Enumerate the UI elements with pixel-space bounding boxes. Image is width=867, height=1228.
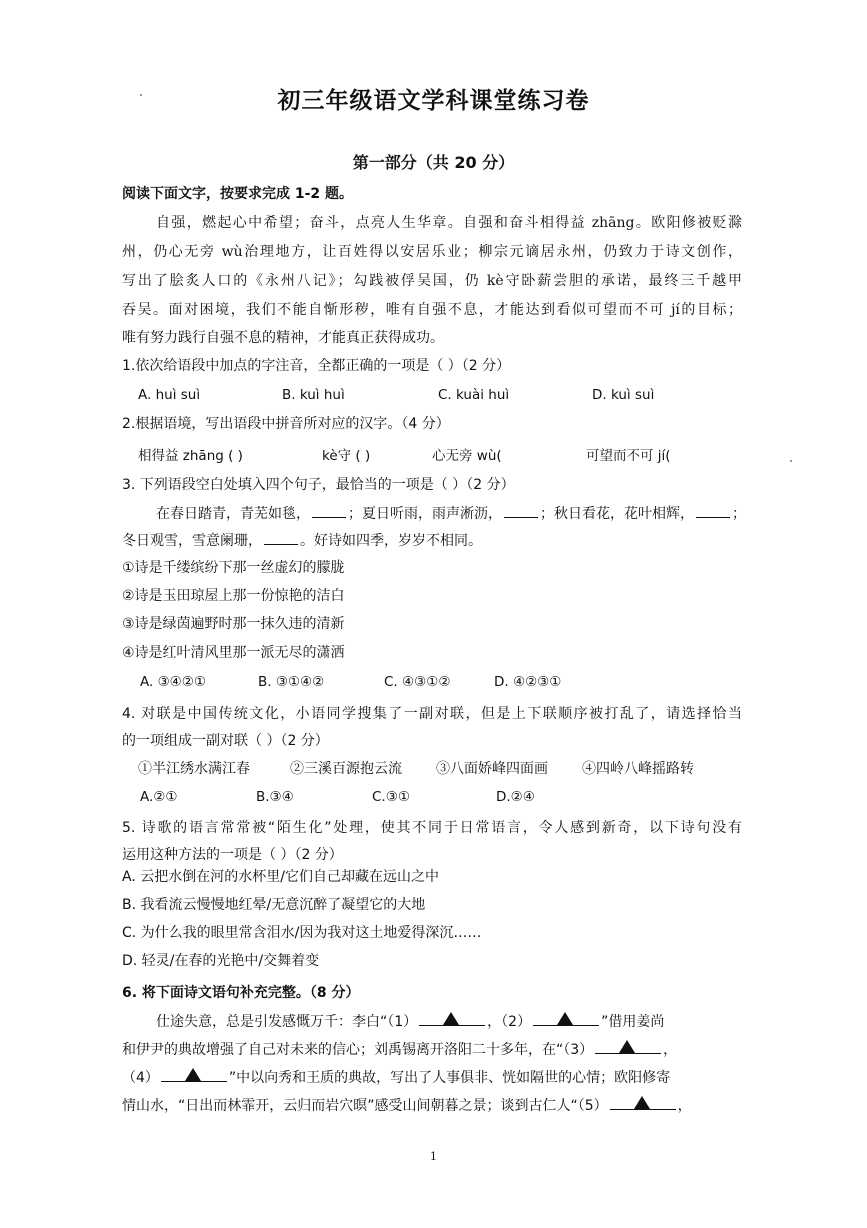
- q3-choice-2: ②诗是玉田琼屋上那一份惊艳的洁白: [122, 588, 345, 604]
- q4-choice-4: ④四岭八峰摇路转: [582, 761, 694, 777]
- triangle-marker-icon: [443, 1012, 459, 1025]
- q6-text: ”借用姜尚: [601, 1014, 665, 1030]
- q5-option-d: D. 轻灵/在春的光艳中/交舞着变: [122, 953, 320, 969]
- q3-text: ；: [732, 506, 746, 522]
- q3-text: 。好诗如四季，岁岁不相同。: [300, 533, 482, 549]
- fill-blank: [504, 503, 538, 518]
- question-3-stem: 3. 下列语段空白处填入四个句子，最恰当的一项是（ ）（2 分）: [122, 477, 515, 493]
- page-number: 1: [430, 1150, 437, 1163]
- passage-line: 吞吴。面对困境，我们不能自惭形秽，唯有自强不息，才能达到看似可望而不可 jí的目标；: [122, 302, 742, 318]
- q6-line-1: [156, 1011, 664, 1032]
- q3-choice-3: ③诗是绿茵遍野时那一抹久违的清新: [122, 616, 345, 632]
- q3-text: 在春日踏青，青芜如毯，: [156, 506, 310, 522]
- q3-text: ；夏日听雨，雨声淅沥，: [348, 506, 502, 522]
- fill-blank-2: [533, 1011, 599, 1026]
- question-2-stem: 2.根据语境，写出语段中拼音所对应的汉字。（4 分）: [122, 416, 450, 432]
- q6-line-2: [122, 1039, 677, 1060]
- q5-option-b: B. 我看流云慢慢地红晕/无意沉醉了凝望它的大地: [122, 897, 426, 913]
- q3-option-a: A. ③④②①: [140, 674, 206, 690]
- q1-option-c: C. kuài huì: [438, 387, 510, 403]
- question-6-stem: 6. 将下面诗文语句补充完整。（8 分）: [122, 985, 360, 1001]
- q1-option-d: D. kuì suì: [592, 387, 655, 403]
- fill-blank: [696, 503, 730, 518]
- q1-option-a: A. huì suì: [138, 387, 201, 403]
- fill-blank-1: [419, 1011, 485, 1026]
- question-5-stem-1: 5. 诗歌的语言常常被“陌生化”处理，使其不同于日常语言，令人感到新奇，以下诗句没有: [122, 820, 742, 836]
- fill-blank: [312, 503, 346, 518]
- fill-blank-3: [595, 1039, 661, 1054]
- triangle-marker-icon: [619, 1040, 635, 1053]
- q2-item-zhang: 相得益 zhāng ( ): [138, 448, 243, 464]
- question-5-stem-2: 运用这种方法的一项是（ ）（2 分）: [122, 847, 343, 863]
- q4-choice-3: ③八面娇峰四面画: [436, 761, 548, 777]
- fill-blank-5: [610, 1095, 676, 1110]
- q6-text: ”中以向秀和王质的典故，写出了人事俱非、恍如隔世的心情；欧阳修寄: [228, 1070, 671, 1086]
- fill-blank: [264, 530, 298, 545]
- q4-option-b: B.③④: [256, 789, 294, 805]
- q3-option-d: D. ④②③①: [494, 674, 562, 690]
- q2-item-wu: 心无旁 wù(: [432, 448, 502, 464]
- page-title: 初三年级语文学科课堂练习卷: [277, 88, 590, 114]
- q2-item-ji: 可望而不可 jí(: [586, 448, 671, 464]
- question-1-stem: 1.依次给语段中加点的字注音，全都正确的一项是（ ）（2 分）: [122, 358, 511, 374]
- q4-choice-1: ①半江绣水满江春: [138, 761, 250, 777]
- q4-option-c: C.③①: [372, 789, 410, 805]
- part-heading: 第一部分（共 20 分）: [352, 153, 515, 172]
- passage-line: 唯有努力践行自强不息的精神，才能真正获得成功。: [122, 330, 444, 346]
- q6-text: ，（2）: [487, 1014, 532, 1030]
- q5-option-a: A. 云把水倒在河的水杯里/它们自己却藏在远山之中: [122, 869, 439, 885]
- fill-blank-4: [161, 1067, 227, 1082]
- q3-text: ；秋日看花，花叶相辉，: [540, 506, 694, 522]
- q4-option-d: D.②④: [496, 789, 535, 805]
- q3-option-b: B. ③①④②: [258, 674, 325, 690]
- q3-text: 冬日观雪，雪意阑珊，: [122, 533, 262, 549]
- q6-line-3: [122, 1067, 670, 1088]
- q6-text: 和伊尹的典故增强了自己对未来的信心；刘禹锡离开洛阳二十多年，在“（3）: [122, 1042, 594, 1058]
- q6-text: 仕途失意，总是引发感慨万千：李白“（1）: [156, 1014, 418, 1030]
- q6-line-4: [122, 1095, 692, 1116]
- q3-choice-1: ①诗是千缕缤纷下那一丝虚幻的朦胧: [122, 560, 345, 576]
- triangle-marker-icon: [185, 1068, 201, 1081]
- q5-option-c: C. 为什么我的眼里常含泪水/因为我对这土地爱得深沉……: [122, 925, 482, 941]
- question-4-stem-1: 4. 对联是中国传统文化，小语同学搜集了一副对联，但是上下联顺序被打乱了，请选择恰当: [122, 706, 742, 722]
- q3-passage-line-1: [156, 503, 746, 524]
- q3-option-c: C. ④③①②: [384, 674, 451, 690]
- q3-choice-4: ④诗是红叶清风里那一派无尽的潇洒: [122, 645, 345, 661]
- q6-text: ，: [677, 1098, 692, 1114]
- q2-item-ke: kè守 ( ): [322, 448, 371, 464]
- passage-line: 自强，燃起心中希望；奋斗，点亮人生华章。自强和奋斗相得益 zhāng。欧阳修被贬滁: [156, 215, 742, 231]
- passage-instruction: 阅读下面文字，按要求完成 1-2 题。: [122, 186, 354, 202]
- q6-text: ，: [663, 1042, 678, 1058]
- q1-option-b: B. kuì huì: [282, 387, 345, 403]
- q3-passage-line-2: [122, 530, 482, 551]
- q6-text: （4）: [122, 1070, 159, 1086]
- q6-text: 情山水，“日出而林霏开，云归而岩穴暝”感受山间朝暮之景；谈到古仁人“（5）: [122, 1098, 608, 1114]
- triangle-marker-icon: [634, 1096, 650, 1109]
- passage-line: 州，仍心无旁 wù治理地方，让百姓得以安居乐业；柳宗元谪居永州，仍致力于诗文创作，: [122, 244, 742, 260]
- question-4-stem-2: 的一项组成一副对联（ ）（2 分）: [122, 733, 329, 749]
- q4-option-a: A.②①: [140, 789, 178, 805]
- triangle-marker-icon: [557, 1012, 573, 1025]
- q4-choice-2: ②三溪百源抱云流: [290, 761, 402, 777]
- passage-line: 写出了脍炙人口的《永州八记》；勾践被俘吴国，仍 kè守卧薪尝胆的承诺，最终三千越甲: [122, 273, 742, 289]
- scan-speck: [790, 460, 792, 462]
